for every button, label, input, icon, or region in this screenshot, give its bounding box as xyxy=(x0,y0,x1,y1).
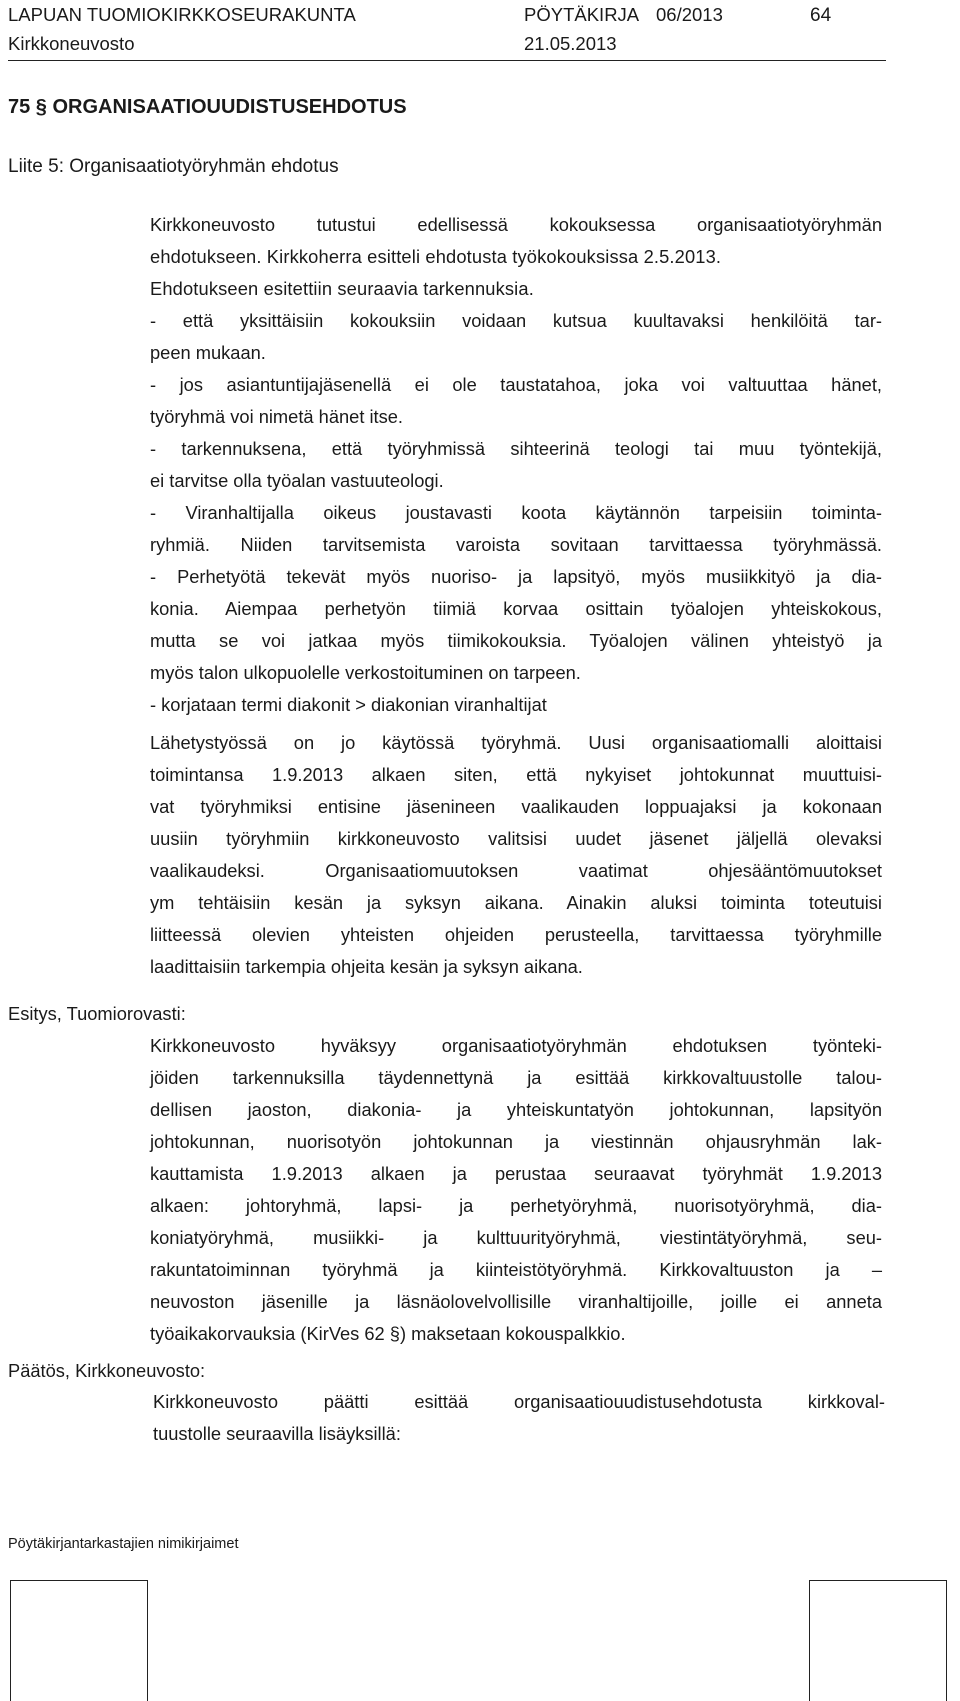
paragraph-line: vaalikaudeksi. Organisaatiomuutoksen vaatimat ohjesääntömuutokset xyxy=(150,860,882,881)
paragraph-line: ryhmiä. Niiden tarvitsemista varoista sovitaan tarvittaessa työryhmässä. xyxy=(150,534,882,555)
paragraph-line: vat työryhmiksi entisine jäsenineen vaalikauden loppuajaksi ja kokonaan xyxy=(150,796,882,817)
section-title: 75 § ORGANISAATIOUUDISTUSEHDOTUS xyxy=(8,96,407,118)
attachment-reference: Liite 5: Organisaatiotyöryhmän ehdotus xyxy=(8,156,339,177)
decision-label: Päätös, Kirkkoneuvosto: xyxy=(8,1360,206,1381)
paragraph-line: alkaen: johtoryhmä, lapsi- ja perhetyöryhmä, nuorisotyöryhmä, dia- xyxy=(150,1195,882,1216)
paragraph-line: dellisen jaoston, diakonia- ja yhteiskuntatyön johtokunnan, lapsityön xyxy=(150,1099,882,1120)
paragraph-line: rakuntatoiminnan työryhmä ja kiinteistötyöryhmä. Kirkkovaltuuston ja – xyxy=(150,1259,882,1280)
paragraph-line: koniatyöryhmä, musiikki- ja kulttuurityöryhmä, viestintätyöryhmä, seu- xyxy=(150,1227,882,1248)
paragraph-line: työryhmä voi nimetä hänet itse. xyxy=(150,406,404,427)
paragraph-line: toimintansa 1.9.2013 alkaen siten, että nykyiset johtokunnat muuttuisi- xyxy=(150,764,882,785)
paragraph-line: - Perhetyötä tekevät myös nuoriso- ja lapsityö, myös musiikkityö ja dia- xyxy=(150,566,882,587)
meeting-body: Kirkkoneuvosto xyxy=(8,33,135,54)
paragraph-line: neuvoston jäsenille ja läsnäolovelvollisille viranhaltijoille, joille ei anneta xyxy=(150,1291,882,1312)
paragraph-line: liitteessä olevien yhteisten ohjeiden perusteella, tarvittaessa työryhmille xyxy=(150,924,882,945)
paragraph-line: Kirkkoneuvosto hyväksyy organisaatiotyöryhmän ehdotuksen työnteki- xyxy=(150,1035,882,1056)
proposal-paragraph xyxy=(150,1030,882,1350)
document-type: PÖYTÄKIRJA xyxy=(524,4,640,25)
paragraph-line: kauttamista 1.9.2013 alkaen ja perustaa seuraavat työryhmät 1.9.2013 xyxy=(150,1163,882,1184)
paragraph-line: tuustolle seuraavilla lisäyksillä: xyxy=(153,1423,401,1444)
paragraph-line: Kirkkoneuvosto tutustui edellisessä kokouksessa organisaatiotyöryhmän xyxy=(150,214,882,235)
paragraph-line: - korjataan termi diakonit > diakonian viranhaltijat xyxy=(150,694,547,715)
document-number: 06/2013 xyxy=(656,4,723,25)
paragraph-line: mutta se voi jatkaa myös tiimikokouksia. Työalojen välinen yhteistyö ja xyxy=(150,630,882,651)
initials-box[interactable] xyxy=(10,1580,148,1701)
paragraph-line: konia. Aiempaa perhetyön tiimiä korvaa osittain työalojen yhteiskokous, xyxy=(150,598,882,619)
decision-paragraph xyxy=(153,1386,885,1450)
header-divider xyxy=(8,60,886,61)
paragraph-line: jöiden tarkennuksilla täydennettynä ja esittää kirkkovaltuustolle talou- xyxy=(150,1067,882,1088)
paragraph-line: ym tehtäisiin kesän ja syksyn aikana. Ainakin aluksi toiminta toteutuisi xyxy=(150,892,882,913)
meeting-date: 21.05.2013 xyxy=(524,33,617,54)
paragraph-line: Kirkkoneuvosto päätti esittää organisaatiouudistusehdotusta kirkkoval- xyxy=(153,1391,885,1412)
paragraph-line: myös talon ulkopuolelle verkostoituminen on tarpeen. xyxy=(150,662,581,683)
signature-caption: Pöytäkirjantarkastajien nimikirjaimet xyxy=(8,1536,239,1552)
paragraph-line: - Viranhaltijalla oikeus joustavasti koota käytännön tarpeisiin toiminta- xyxy=(150,502,882,523)
paragraph-line: uusiin työryhmiin kirkkoneuvosto valitsisi uudet jäsenet jäljellä olevaksi xyxy=(150,828,882,849)
intro-paragraph xyxy=(150,209,882,721)
initials-box[interactable] xyxy=(809,1580,947,1701)
paragraph-line: johtokunnan, nuorisotyön johtokunnan ja viestinnän ohjausryhmän lak- xyxy=(150,1131,882,1152)
paragraph-line: - että yksittäisiin kokouksiin voidaan kutsua kuultavaksi henkilöitä tar- xyxy=(150,310,882,331)
paragraph-line: - jos asiantuntijajäsenellä ei ole taustatahoa, joka voi valtuuttaa hänet, xyxy=(150,374,882,395)
paragraph-line: laadittaisiin tarkempia ohjeita kesän ja syksyn aikana. xyxy=(150,956,583,977)
paragraph-line: peen mukaan. xyxy=(150,342,266,363)
paragraph-line: ehdotukseen. Kirkkoherra esitteli ehdotusta työkokouksissa 2.5.2013. xyxy=(150,246,722,267)
page-number: 64 xyxy=(810,5,832,26)
organisation-model-paragraph xyxy=(150,727,882,983)
paragraph-line: työaikakorvauksia (KirVes 62 §) maksetaan kokouspalkkio. xyxy=(150,1323,626,1344)
proposal-label: Esitys, Tuomiorovasti: xyxy=(8,1003,186,1024)
paragraph-line: Lähetystyössä on jo käytössä työryhmä. Uusi organisaatiomalli aloittaisi xyxy=(150,732,882,753)
document-header xyxy=(8,3,952,59)
paragraph-line: Ehdotukseen esitettiin seuraavia tarkennuksia. xyxy=(150,278,534,299)
paragraph-line: ei tarvitse olla työalan vastuuteologi. xyxy=(150,470,444,491)
organization-name: LAPUAN TUOMIOKIRKKOSEURAKUNTA xyxy=(8,4,356,25)
paragraph-line: - tarkennuksena, että työryhmissä sihteerinä teologi tai muu työntekijä, xyxy=(150,438,882,459)
